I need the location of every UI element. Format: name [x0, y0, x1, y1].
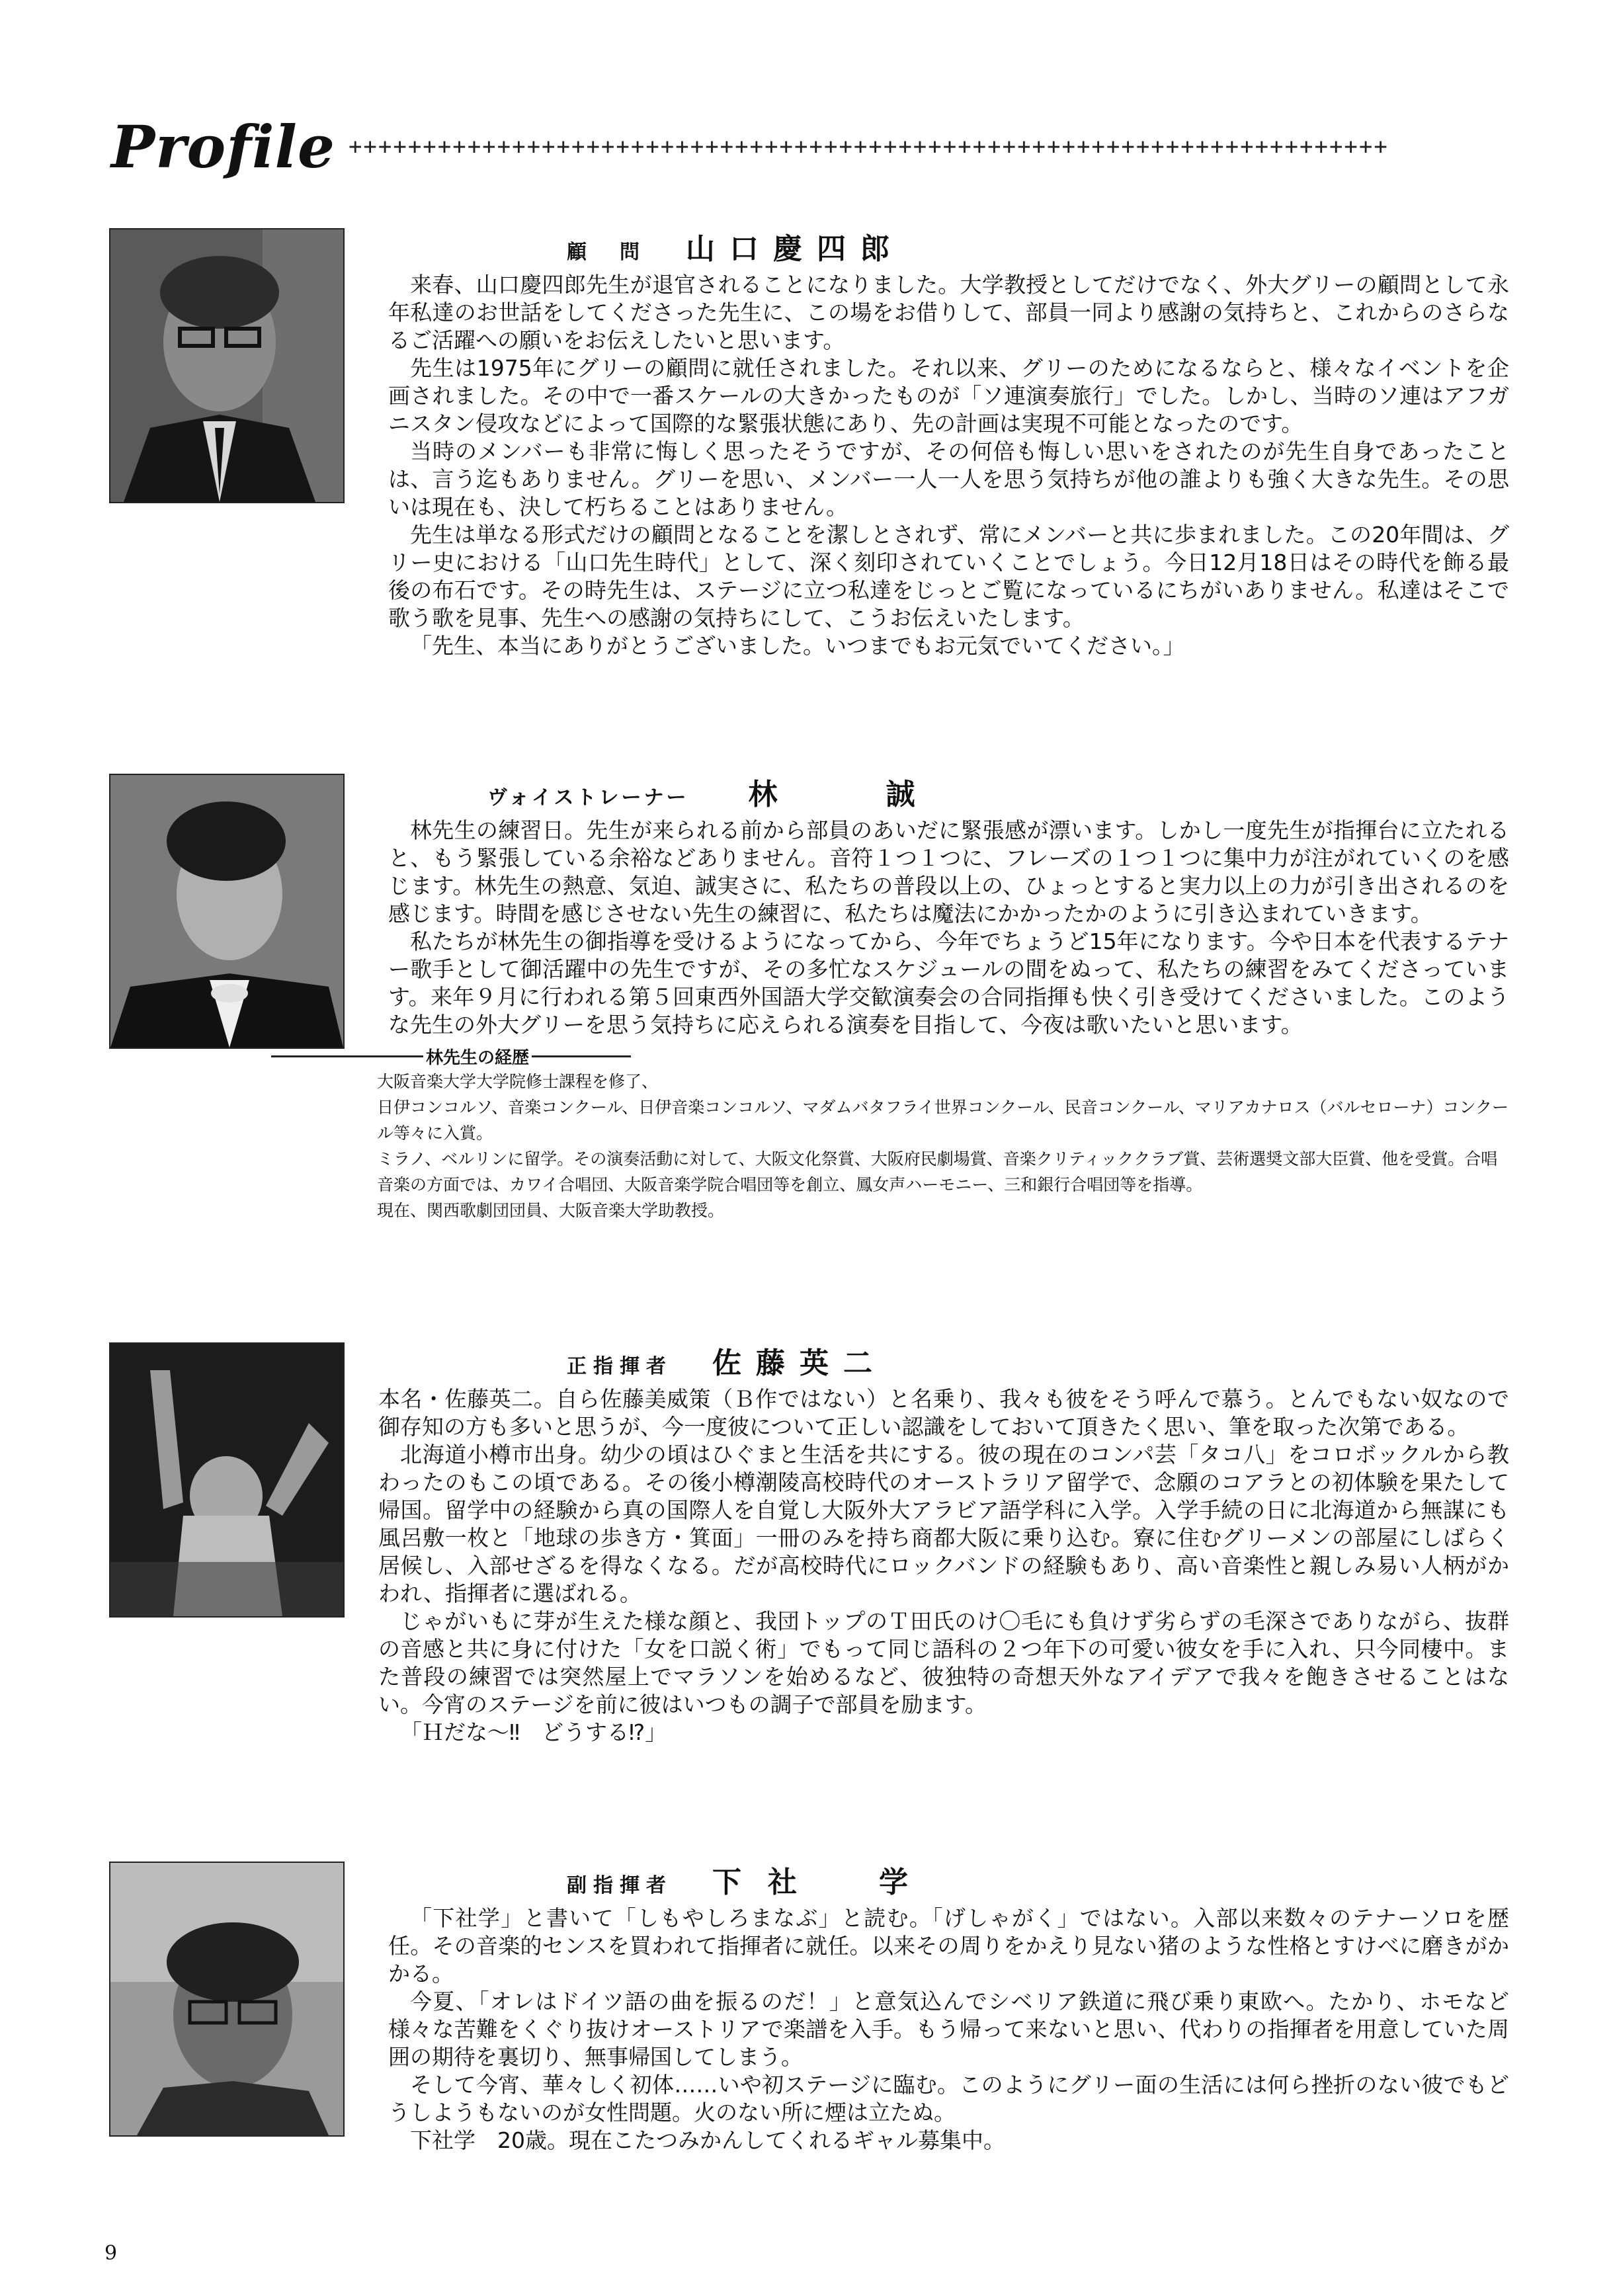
profile-content-shimoyashiro: [388, 1858, 1509, 2154]
career-item: 日伊コンコルソ、音楽コンクール、日伊音楽コンコルソ、マダムバタフライ世界コンクール、民音コンクール、マリアカナロス（バルセローナ）コンクール等々に入賞。: [377, 1098, 1509, 1143]
profile-content-hayashi: [377, 770, 1509, 1223]
role-label: ヴォイストレーナー: [487, 786, 689, 809]
role-label: 正指揮者: [567, 1355, 673, 1378]
profile-body: [388, 1905, 1509, 2154]
career-heading: [271, 1044, 1509, 1069]
person-name: 下社 学: [712, 1866, 934, 1899]
paragraph: 先生は単なる形式だけの顧問となることを潔しとされず、常にメンバーと共に歩まれました。この20年間は、グリー史における「山口先生時代」として、深く刻印されていくことでしょう。今日12月18日はその時代を飾る最後の布石です。その時先生は、ステージに立つ私達をじっとご覧になっているにちがいありません。私達はそこで歌う歌を見事、先生への感謝の気持ちにして、こうお伝えいたします。: [388, 522, 1509, 631]
career-title: 林先生の経歴: [426, 1048, 530, 1068]
career-list: [282, 1069, 1509, 1223]
page-header: [111, 114, 1520, 180]
paragraph: 当時のメンバーも非常に悔しく思ったそうですが、その何倍も悔しい思いをされたのが先生自身であったことは、言う迄もありません。グリーを思い、メンバー一人一人を思う気持ちが他の誰よりも強く大きな先生。その思いは現在も、決して朽ちることはありません。: [388, 438, 1509, 520]
person-name: 佐藤英二: [712, 1346, 887, 1380]
career-item: 大阪音楽大学大学院修士課程を修了、: [377, 1072, 659, 1091]
career-item: 現在、関西歌劇団団員、大阪音楽大学助教授。: [377, 1201, 725, 1220]
divider: [532, 1055, 631, 1057]
portrait-photo-yamaguchi: [109, 228, 345, 503]
portrait-photo-shimoyashiro: [109, 1862, 345, 2137]
header-cross-rule: ++++++++++++++++++++++++++++++++++++++++++++++++++++++++++++++++++++++: [348, 134, 1389, 160]
paragraph: 私たちが林先生の御指導を受けるようになってから、今年でちょうど15年になります。今や日本を代表するテナー歌手として御活躍中の先生ですが、その多忙なスケジュールの間をぬって、私たちの練習をみてくださっています。来年９月に行われる第５回東西外国語大学交歓演奏会の合同指揮も快く引き受けてくださいました。このような先生の外大グリーを思う気持ちに応えられる演奏を目指して、今夜は歌いたいと思います。: [388, 928, 1509, 1038]
portrait-photo-sato: [109, 1342, 345, 1618]
profile-content-sato: [378, 1339, 1510, 1746]
name-heading: [388, 770, 1509, 817]
role-label: 顧 問: [567, 241, 646, 264]
page-number: 9: [104, 2242, 118, 2265]
paragraph: 本名・佐藤英二。自ら佐藤美威策（Ｂ作ではない）と名乗り、我々も彼をそう呼んで慕う。とんでもない奴なので御存知の方も多いと思うが、今一度彼について正しい認識をしておいて頂きたく思い、筆を取った次第である。: [378, 1386, 1510, 1440]
profile-body: [378, 1385, 1509, 1746]
name-heading: [388, 1858, 1509, 1905]
role-label: 副指揮者: [567, 1874, 673, 1897]
paragraph: 「先生、本当にありがとうございました。いつまでもお元気でいてください。」: [410, 633, 1185, 659]
portrait-photo-hayashi: [109, 774, 345, 1049]
profile-body: [388, 817, 1509, 1039]
profile-content-yamaguchi: [388, 225, 1509, 660]
divider: [271, 1055, 423, 1057]
profile-body: [388, 271, 1509, 660]
paragraph: 北海道小樽市出身。幼少の頃はひぐまと生活を共にする。彼の現在のコンパ芸「タコ八」をコロボックルから教わったのもこの頃である。その後小樽潮陵高校時代のオーストラリア留学で、念願のコアラとの初体験を果たして帰国。留学中の経験から真の国際人を自覚し大阪外大アラビア語学科に入学。入学手続の日に北海道から無謀にも風呂敷一枚と「地球の歩き方・箕面」一冊のみを持ち商都大阪に乗り込む。寮に住むグリーメンの部屋にしばらく居候し、入部せざるを得なくなる。だが高校時代にロックバンドの経験もあり、高い音楽性と親しみ易い人柄がかわれ、指揮者に選ばれる。: [378, 1442, 1509, 1606]
name-heading: [388, 225, 1509, 271]
paragraph: 下社学 20歳。現在こたつみかんしてくれるギャル募集中。: [410, 2127, 1005, 2153]
paragraph: 林先生の練習日。先生が来られる前から部員のあいだに緊張感が漂います。しかし一度先生が指揮台に立たれると、もう緊張している余裕などありません。音符１つ１つに、フレーズの１つ１つに集中力が注がれていくのを感じます。林先生の熱意、気迫、誠実さに、私たちの普段以上の、ひょっとすると実力以上の力が引き出されるのを感じます。時間を感じさせない先生の練習に、私たちは魔法にかかったかのように引き込まれていきます。: [388, 817, 1509, 926]
name-heading: [388, 1339, 1509, 1385]
paragraph: 今夏、「オレはドイツ語の曲を振るのだ！」と意気込んでシベリア鉄道に飛び乗り東欧へ。たかり、ホモなど様々な苦難をくぐり抜けオーストリアで楽譜を入手。もう帰って来ないと思い、代わりの指揮者を用意していた周囲の期待を裏切り、無事帰国してしまう。: [388, 1988, 1509, 2070]
person-name: 林 誠: [748, 778, 955, 811]
page-title: Profile: [111, 112, 335, 181]
paragraph: 「下社学」と書いて「しもやしろまなぶ」と読む。「げしゃがく」ではない。入部以来数々のテナーソロを歴任。その音楽的センスを買われて指揮者に就任。以来その周りをかえり見ない猪のような性格とすけべに磨きがかかる。: [388, 1905, 1509, 1987]
paragraph: そして今宵、華々しく初体……いや初ステージに臨む。このようにグリー面の生活には何ら挫折のない彼でもどうしようもないのが女性問題。火のない所に煙は立たぬ。: [388, 2072, 1509, 2125]
paragraph: 「Ｈだな～‼ どうする⁉」: [400, 1719, 667, 1745]
paragraph: 来春、山口慶四郎先生が退官されることになりました。大学教授としてだけでなく、外大グリーの顧問として永年私達のお世話をしてくださった先生に、この場をお借りして、部員一同より感謝の気持ちと、これからのさらなるご活躍への願いをお伝えしたいと思います。: [388, 272, 1509, 353]
paragraph: じゃがいもに芽が生えた様な顔と、我団トップのＴ田氏のけ〇毛にも負けず劣らずの毛深さでありながら、抜群の音感と共に身に付けた「女を口説く術」でもって同じ語科の２つ年下の可愛い彼女を手に入れ、只今同棲中。また普段の練習では突然屋上でマラソンを始めるなど、彼独特の奇想天外なアイデアで我々を飽きさせることはない。今宵のステージを前に彼はいつもの調子で部員を励ます。: [378, 1608, 1509, 1717]
person-name: 山口慶四郎: [686, 232, 904, 266]
career-item: ミラノ、ベルリンに留学。その演奏活動に対して、大阪文化祭賞、大阪府民劇場賞、音楽クリティッククラブ賞、芸術選奨文部大臣賞、他を受賞。合唱音楽の方面では、カワイ合唱団、大阪音楽学院合唱団等を創立、鳳女声ハーモニー、三和銀行合唱団等を指導。: [377, 1149, 1498, 1194]
paragraph: 先生は1975年にグリーの顧問に就任されました。それ以来、グリーのためになるならと、様々なイベントを企画されました。その中で一番スケールの大きかったものが「ソ連演奏旅行」でした。しかし、当時のソ連はアフガニスタン侵攻などによって国際的な緊張状態にあり、先の計画は実現不可能となったのです。: [388, 355, 1509, 436]
